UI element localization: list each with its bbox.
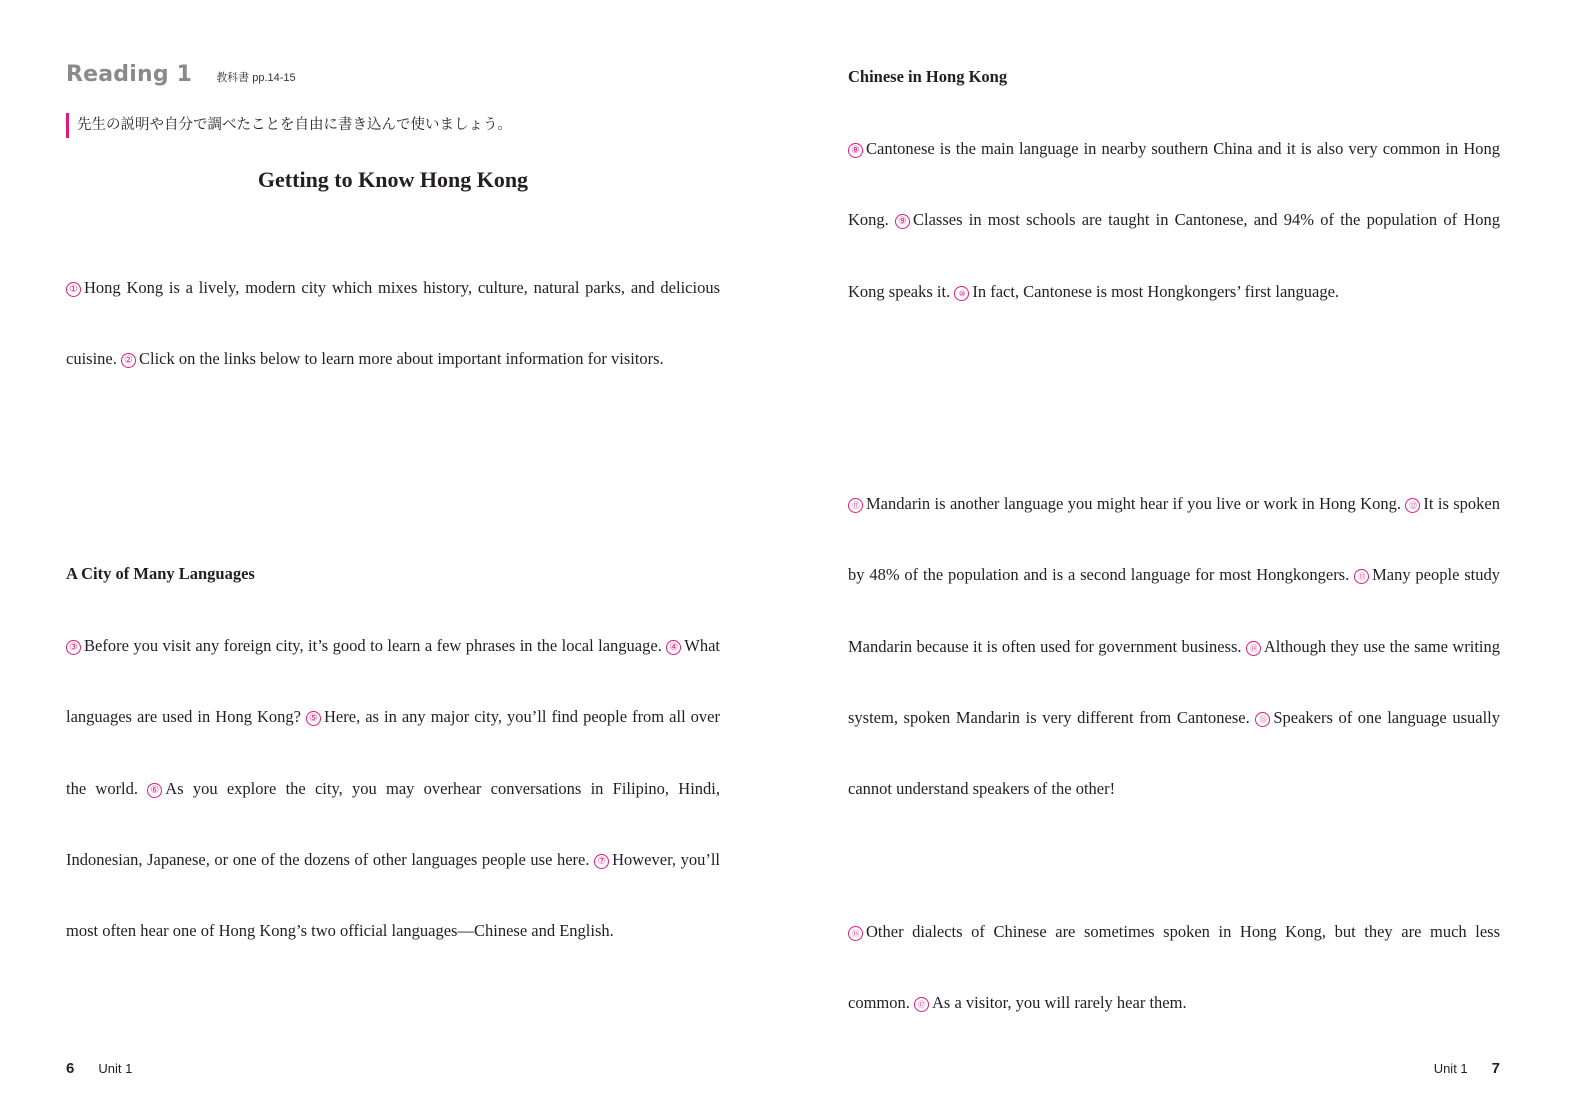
- sentence-number: ⑮: [1255, 712, 1270, 727]
- sentence-number: ⑧: [848, 143, 863, 158]
- sentence-text: What languages are used in Hong Kong?: [66, 636, 721, 727]
- mandarin-paragraph: [848, 468, 1500, 824]
- sentence-17: [914, 993, 1187, 1012]
- sentence-number: ④: [666, 640, 681, 655]
- sentence-text: As you explore the city, you may overhear conversations in Filipino, Hindi, Indonesian, Japanese, or one of the dozens of other languages people use here.: [66, 778, 721, 869]
- article-title: Getting to Know Hong Kong: [257, 167, 529, 192]
- sentence-number: ①: [66, 282, 81, 297]
- sentence-number: ⑫: [1405, 498, 1420, 513]
- sentence-text: Hong Kong is a lively, modern city which mixes history, culture, natural parks, and delicious cuisine.: [66, 278, 720, 369]
- sentence-number: ⑪: [848, 498, 863, 513]
- right-footer: [1434, 1060, 1500, 1077]
- right-page: [790, 0, 1580, 1116]
- page-number: 6: [66, 1060, 75, 1077]
- unit-label: Unit 1: [1433, 1061, 1468, 1076]
- page-number: 7: [1491, 1060, 1500, 1077]
- sentence-number: ⑰: [914, 997, 929, 1012]
- sentence-number: ⑦: [594, 854, 609, 869]
- reading-header: [66, 62, 296, 87]
- sentence-text: Before you visit any foreign city, it’s good to learn a few phrases in the local language.: [84, 636, 662, 655]
- cantonese-paragraph: [848, 113, 1500, 327]
- sentence-number: ⑯: [848, 926, 863, 941]
- sentence-number: ⑭: [1246, 641, 1261, 656]
- sentence-number: ②: [121, 353, 136, 368]
- reading-label: Reading 1: [66, 62, 193, 87]
- sentence-text: Click on the links below to learn more about important information for visitors.: [139, 349, 664, 369]
- unit-label: Unit 1: [98, 1061, 133, 1076]
- sentence-text: Other dialects of Chinese are sometimes spoken in Hong Kong, but they are much less common.: [848, 922, 1500, 1013]
- sentence-number: ⑩: [954, 286, 969, 301]
- sentence-text: As a visitor, you will rarely hear them.: [932, 993, 1187, 1013]
- sentence-10: [954, 282, 1339, 301]
- sentence-text: Mandarin is another language you might hear if you live or work in Hong Kong.: [866, 494, 1401, 513]
- textbook-reference: 教科書 pp.14-15: [216, 72, 296, 84]
- section-heading-languages: A City of Many Languages: [66, 564, 255, 583]
- sentence-11: [848, 494, 1401, 513]
- languages-paragraph: [66, 610, 720, 966]
- sentence-number: ⑤: [306, 711, 321, 726]
- sentence-number: ⑨: [895, 214, 910, 229]
- left-footer: [66, 1060, 132, 1077]
- sentence-text: Speakers of one language usually cannot understand speakers of the other!: [848, 707, 1501, 799]
- section-heading-chinese: Chinese in Hong Kong: [848, 67, 1008, 86]
- instruction-note: 先生の説明や自分で調べたことを自由に書き込んで使いましょう。: [66, 113, 512, 138]
- sentence-text: Here, as in any major city, you’ll find people from all over the world.: [66, 707, 721, 798]
- sentence-text: Classes in most schools are taught in Cantonese, and 94% of the population of Hong Kong speaks it.: [848, 210, 1500, 301]
- sentence-number: ③: [66, 640, 81, 655]
- sentence-text: Many people study Mandarin because it is often used for government business.: [848, 565, 1500, 656]
- intro-paragraph: [66, 252, 720, 395]
- sentence-text: Cantonese is the main language in nearby southern China and it is also very common in Hong Kong.: [848, 139, 1500, 230]
- sentence-2: [121, 349, 664, 368]
- sentence-number: ⑥: [147, 783, 162, 798]
- sentence-text: Although they use the same writing system, spoken Mandarin is very different from Cantonese.: [848, 636, 1500, 727]
- sentence-text: However, you’ll most often hear one of Hong Kong’s two official languages—Chinese and English.: [66, 849, 721, 941]
- sentence-3: [66, 636, 662, 655]
- sentence-text: In fact, Cantonese is most Hongkongers’ first language.: [972, 281, 1340, 301]
- dialects-paragraph: [848, 896, 1500, 1039]
- sentence-text: It is spoken by 48% of the population and is a second language for most Hongkongers.: [848, 494, 1501, 585]
- sentence-number: ⑬: [1354, 569, 1369, 584]
